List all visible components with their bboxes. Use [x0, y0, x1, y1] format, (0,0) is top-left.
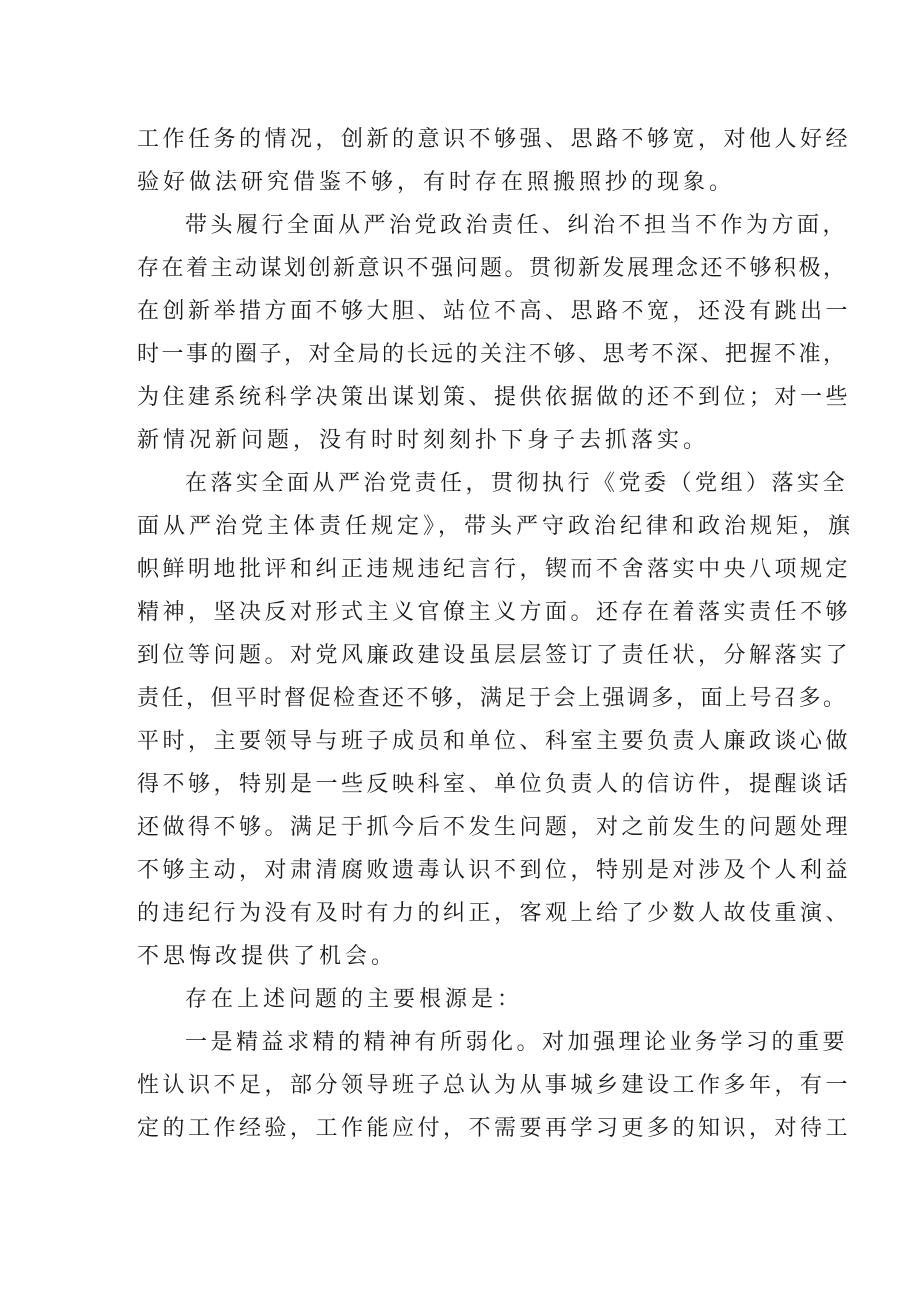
text-line: 验好做法研究借鉴不够，有时存在照搬照抄的现象。 [137, 170, 736, 195]
text-line: 存在着主动谋划创新意识不强问题。贯彻新发展理念还不够积极， [137, 256, 848, 281]
text-line: 存在上述问题的主要根源是： [185, 987, 524, 1012]
text-line: 在创新举措方面不够大胆、站位不高、思路不宽，还没有跳出一 [137, 299, 852, 324]
text-line: 责任，但平时督促检查还不够，满足于会上强调多，面上号召多。 [137, 686, 848, 711]
text-line: 时一事的圈子，对全局的长远的关注不够、思考不深、把握不准， [137, 342, 848, 367]
text-line: 在落实全面从严治党责任，贯彻执行《党委（党组）落实全 [185, 471, 849, 496]
text-line: 为住建系统科学决策出谋划策、提供依据做的还不到位；对一些 [137, 385, 852, 410]
text-line: 一是精益求精的精神有所弱化。对加强理论业务学习的重要 [185, 1030, 849, 1055]
text-line: 面从严治党主体责任规定》，带头严守政治纪律和政治规矩，旗 [137, 514, 855, 539]
text-line: 帜鲜明地批评和纠正违规违纪言行，锲而不舍落实中央八项规定 [137, 557, 852, 582]
text-line: 不够主动，对肃清腐败遗毒认识不到位，特别是对涉及个人利益 [137, 858, 852, 883]
text-line: 带头履行全面从严治党政治责任、纠治不担当不作为方面， [185, 213, 849, 238]
text-line: 定的工作经验，工作能应付，不需要再学习更多的知识，对待工 [137, 1116, 852, 1141]
text-line: 性认识不足，部分领导班子总认为从事城乡建设工作多年，有一 [137, 1073, 852, 1098]
text-line: 平时，主要领导与班子成员和单位、科室主要负责人廉政谈心做 [137, 729, 852, 754]
text-line: 到位等问题。对党风廉政建设虽层层签订了责任状，分解落实了 [137, 643, 852, 668]
text-line: 新情况新问题，没有时时刻刻扑下身子去抓落实。 [137, 428, 710, 453]
text-line: 还做得不够。满足于抓今后不发生问题，对之前发生的问题处理 [137, 815, 852, 840]
text-line: 得不够，特别是一些反映科室、单位负责人的信访件，提醒谈话 [137, 772, 852, 797]
text-line: 的违纪行为没有及时有力的纠正，客观上给了少数人故伎重演、 [137, 901, 852, 926]
text-line: 工作任务的情况，创新的意识不够强、思路不够宽，对他人好经 [137, 127, 852, 152]
text-line: 不思悔改提供了机会。 [137, 944, 398, 969]
text-line: 精神，坚决反对形式主义官僚主义方面。还存在着落实责任不够 [137, 600, 852, 625]
